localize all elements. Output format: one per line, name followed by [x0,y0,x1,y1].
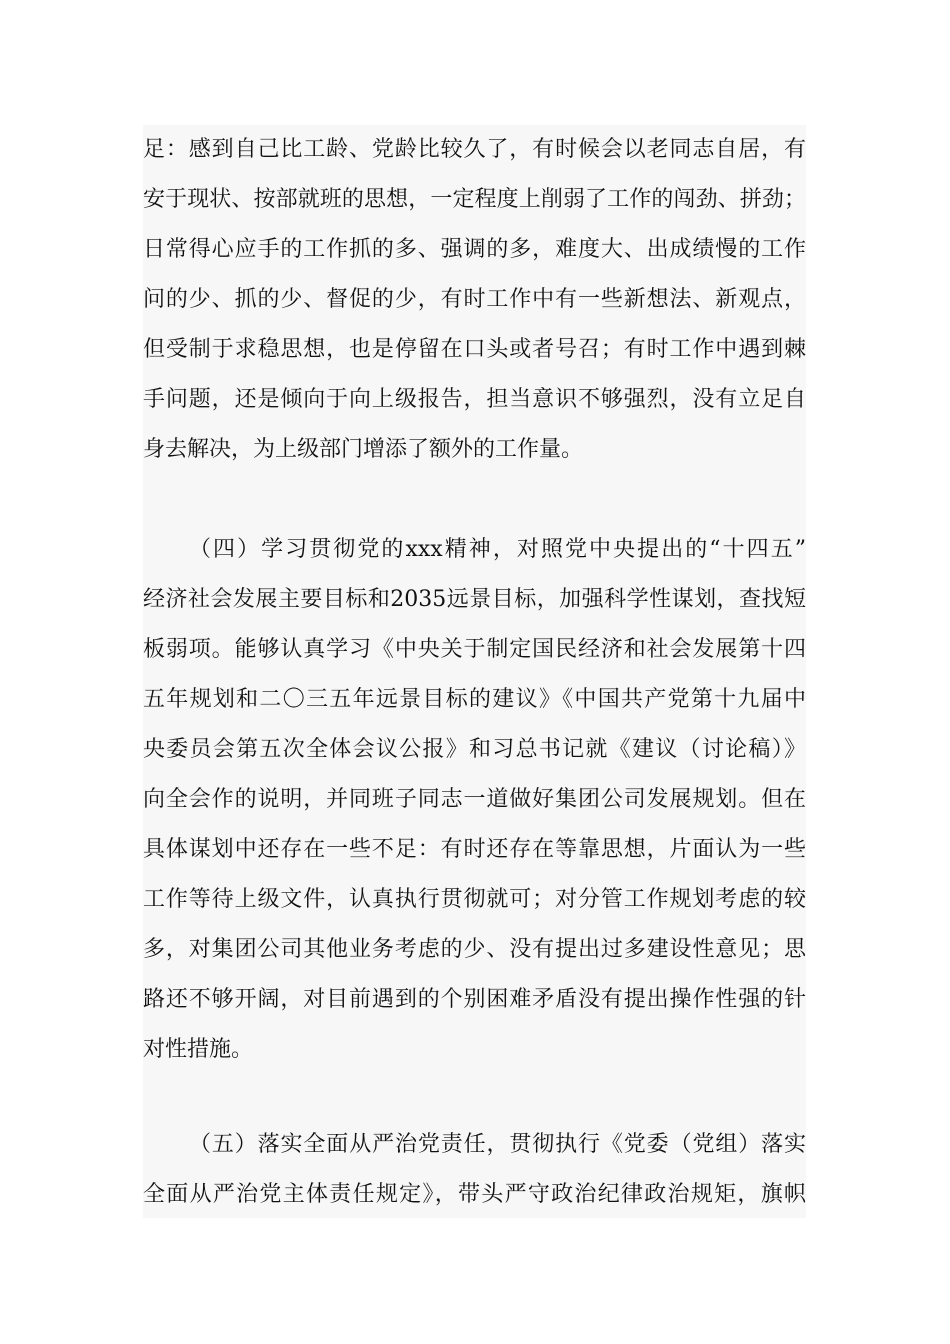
paragraph-2-line-8: 工作等待上级文件，认真执行贯彻就可；对分管工作规划考虑的较 [143,887,806,912]
paragraph-2-line-5: 央委员会第五次全体会议公报》和习总书记就《建议（讨论稿）》 [143,737,806,762]
paragraph-2-line-4: 五年规划和二〇三五年远景目标的建议》《中国共产党第十九届中 [143,687,806,712]
paragraph-2-line-7: 具体谋划中还存在一些不足：有时还存在等靠思想，片面认为一些 [143,837,806,862]
paragraph-2-line-1: （四）学习贯彻党的xxx精神，对照党中央提出的“十四五” [189,537,806,562]
paragraph-1-line-5: 但受制于求稳思想，也是停留在口头或者号召；有时工作中遇到棘 [143,337,806,362]
paragraph-2-line-11: 对性措施。 [143,1037,254,1062]
paragraph-2-line-10: 路还不够开阔，对目前遇到的个别困难矛盾没有提出操作性强的针 [143,987,806,1012]
paragraph-1-line-1: 足：感到自己比工龄、党龄比较久了，有时候会以老同志自居，有 [143,137,806,162]
paragraph-2-line-6: 向全会作的说明，并同班子同志一道做好集团公司发展规划。但在 [143,787,806,812]
paragraph-2-line-2: 经济社会发展主要目标和2035远景目标，加强科学性谋划，查找短 [143,587,806,612]
paragraph-3-line-2: 全面从严治党主体责任规定》，带头严守政治纪律政治规矩，旗帜 [143,1182,806,1207]
paragraph-1-line-4: 问的少、抓的少、督促的少，有时工作中有一些新想法、新观点， [143,287,806,312]
paragraph-2-line-9: 多，对集团公司其他业务考虑的少、没有提出过多建设性意见；思 [143,937,806,962]
document-body [143,125,806,1218]
paragraph-1-line-3: 日常得心应手的工作抓的多、强调的多，难度大、出成绩慢的工作 [143,237,806,262]
paragraph-1-line-2: 安于现状、按部就班的思想，一定程度上削弱了工作的闯劲、拼劲； [143,187,806,212]
paragraph-2-line-3: 板弱项。能够认真学习《中央关于制定国民经济和社会发展第十四 [143,637,806,662]
paragraph-3-line-1: （五）落实全面从严治党责任，贯彻执行《党委（党组）落实 [189,1132,806,1157]
paragraph-1-line-6: 手问题，还是倾向于向上级报告，担当意识不够强烈，没有立足自 [143,387,806,412]
paragraph-1-line-7: 身去解决，为上级部门增添了额外的工作量。 [143,437,584,462]
